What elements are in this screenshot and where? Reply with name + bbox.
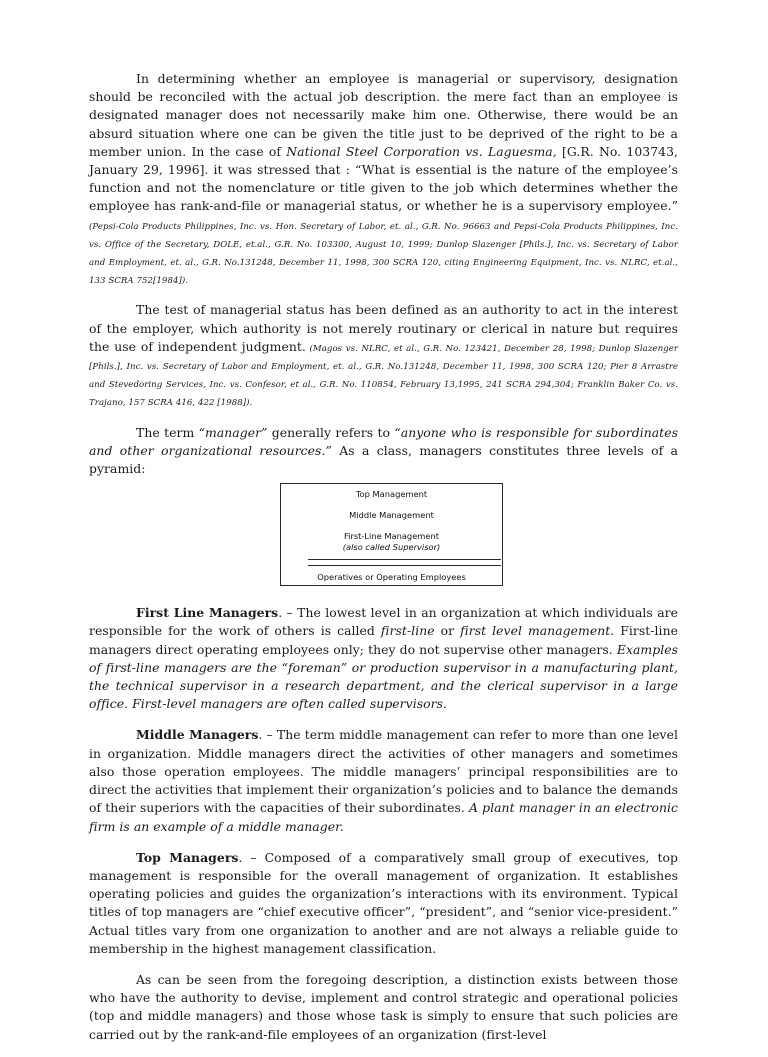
paragraph-text: . – Composed of a comparatively small group of executives, top management is responsible for the overall management of organization. It establishes operating policies and guides the organization’s interactions with its environment. Typical titles of top managers are “chief executive officer”, “president”, and “senior vice-president.” Actual titles vary from one organization to another and are not always a reliable guide to membership in the highest management classification. [89,849,678,956]
paragraph-text: [G.R. No. 103743, January 29, 1996]. it was stressed that : “What is essential is the nature of the employee’s function and not the nomenclature or title given to the job which determines whether the employee has rank-and-file or managerial status, or whether he is a supervisory employee.” [89,143,678,214]
paragraph-manager-term [89,424,678,479]
pyramid-level-first-line-note: (also called Supervisor) [342,542,441,553]
paragraph-managerial-test [89,301,678,410]
paragraph-text: . – The term middle management can refer to more than one level in organization. Middle managers direct the activities of other managers and sometimes also those operation employees. The middle managers’ principal responsibilities are to direct the activities that implement their organization’s policies and to balance the demands of their superiors with the capacities of their subordinates. [89,727,678,816]
paragraph-middle-managers [89,726,678,835]
pyramid-level-middle: Middle Management [349,510,434,521]
management-pyramid [280,483,503,586]
paragraph-top-managers [89,849,678,958]
heading-middle-managers: Middle Managers [136,727,259,743]
paragraph-text: or [434,623,461,639]
paragraph-designation [89,70,678,288]
paragraph-text: The term [136,424,199,440]
paragraph-first-line-managers [89,604,678,713]
paragraph-text: The test of managerial status has been defined as an authority to act in the interest of the employer, which authority is not merely routinary or clerical in nature but requires the use of independent judgment. [89,302,678,354]
first-line-examples: Examples of first-line managers are the “foreman” or production supervisor in a manufacturing plant, the technical supervisor in a research department, and the clerical supervisor in a large office. First-level managers are often called supervisors. [89,641,678,712]
term-first-line: first-line [380,623,435,639]
paragraph-text: . First-line managers direct operating employees only; they do not supervise other managers. [89,623,678,657]
pyramid-level-first-line: First-Line Management [343,531,440,542]
pyramid-divider [308,565,501,566]
pyramid-divider [308,559,501,560]
paragraph-text: . – The lowest level in an organization at which individuals are responsible for the work of others is called [89,605,678,639]
pyramid-level-top: Top Management [355,489,428,500]
paragraph-text: As a class, managers constitutes three levels of a pyramid: [89,442,678,477]
paragraph-text: In determining whether an employee is managerial or supervisory, designation should be reconciled with the actual job description. the mere fact than an employee is designated manager does not necessarily make him one. Otherwise, there would be an absurd situation where one can be given the title just to be deprived of the right to be a member union. In the case of [89,71,678,159]
heading-top-managers: Top Managers [136,849,239,865]
pyramid-level-operatives: Operatives or Operating Employees [317,572,466,583]
citation: (Pepsi-Cola Products Philippines, Inc. vs. Hon. Secretary of Labor, et. al., G.R. No. 96663 and Pepsi-Cola Products Philippines, Inc. vs. Office of the Secretary, DOLE, et.al., G.R. No. 103300, August 10, 1999; Dunlop Slazenger [Phils.], Inc. vs. Secretary of Labor and Employment, et. al., G.R. No.131248, December 11, 1998, 300 SCRA 120, citing Engineering Equipment, Inc. vs. NLRC, et.al., 133 SCRA 752[1984]). [89,221,678,287]
heading-first-line-managers: First Line Managers [136,605,279,621]
paragraph-text: generally refers to [267,424,395,440]
middle-manager-example: A plant manager in an electronic firm is an example of a middle manager. [89,800,678,834]
paragraph-text: As can be seen from the foregoing description, a distinction exists between those who have the authority to devise, implement and control strategic and operational policies (top and middle managers) and those whose task is simply to ensure that such policies are carried out by the rank-and-file employees of an organization (first-level [89,971,678,1042]
paragraph-distinction [89,971,678,1044]
term-manager: “manager” [198,424,268,440]
term-first-level: first level management [460,623,611,639]
document-page [89,70,678,1057]
citation: (Magos vs. NLRC, et al., G.R. No. 123421, December 28, 1998; Dunlop Slazenger [Phils.], Inc. vs. Secretary of Labor and Employment, et. al., G.R. No.131248, December 11, 1998, 300 SCRA 120; Pier 8 Arrastre and Stevedoring Services, Inc. vs. Confesor, et al., G.R. No. 110854, February 13,1995, 241 SCRA 294,304; Franklin Baker Co. vs. Trajano, 157 SCRA 416, 422 [1988]). [89,343,678,409]
case-name: National Steel Corporation vs. Laguesma, [286,143,557,159]
manager-definition: “anyone who is responsible for subordinates and other organizational resources.” [89,424,678,458]
